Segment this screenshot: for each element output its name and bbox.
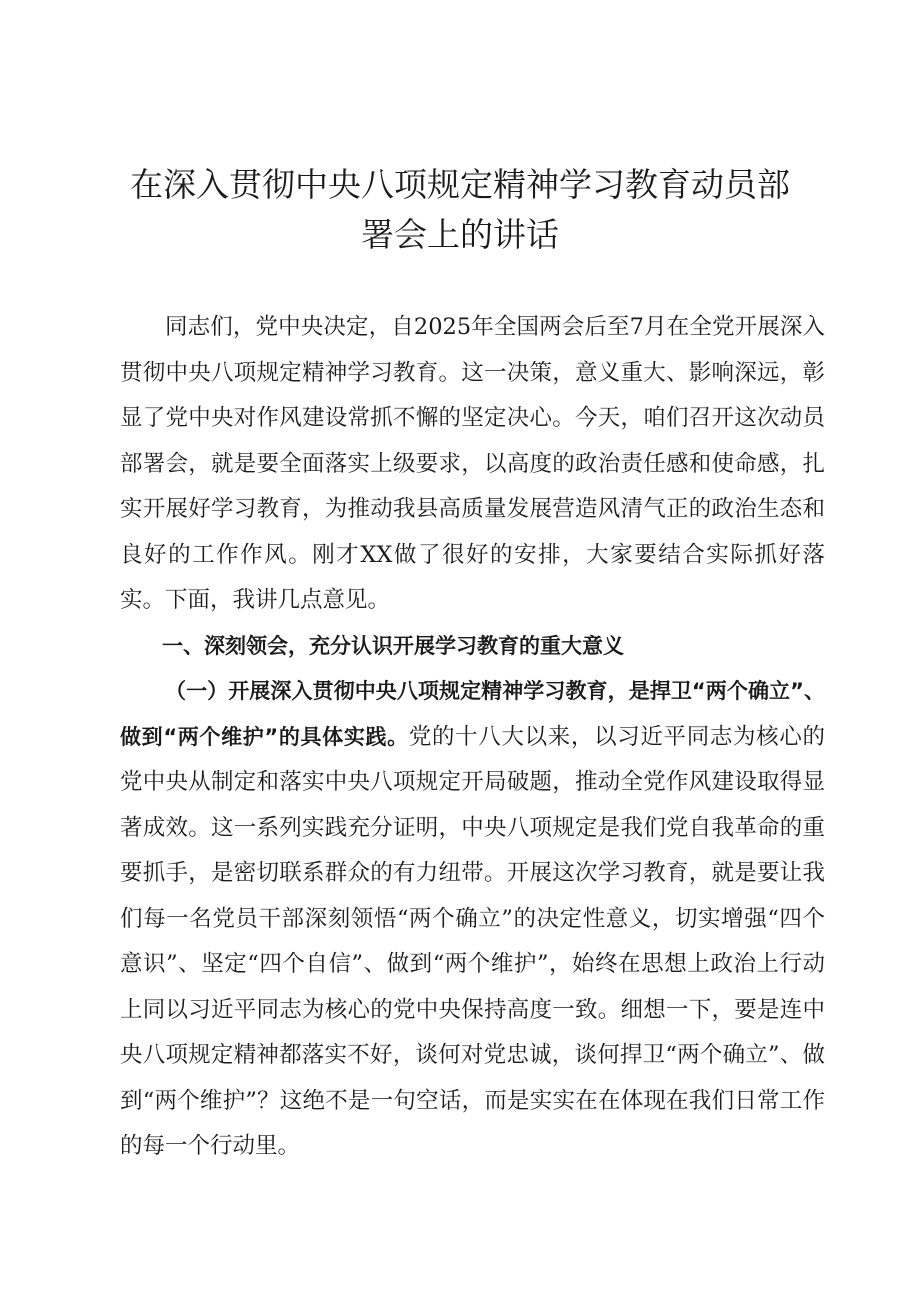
document-title — [110, 160, 810, 260]
title-line-1: 在深入贯彻中央八项规定精神学习教育动员部 — [130, 165, 790, 204]
title-line-2: 署会上的讲话 — [361, 215, 559, 254]
section-heading: 一、深刻领会，充分认识开展学习教育的重大意义 — [162, 633, 624, 658]
subsection-heading: （一）开展深入贯彻中央八项规定精神学习教育，是捍卫“两个确立”、做到“两个维护”的具体实践。 — [120, 679, 825, 749]
intro-paragraph: 同志们，党中央决定，自2025年全国两会后至7月在全党开展深入贯彻中央八项规定精神学习教育。这一决策，意义重大、影响深远，彰显了党中央对作风建设常抓不懈的坚定决心。今天，咱们召开这次动员部署会，就是要全面落实上级要求，以高度的政治责任感和使命感，扎实开展好学习教育，为推动我县高质量发展营造风清气正的政治生态和良好的工作作风。刚才XX做了很好的安排，大家要结合实际抓好落实。下面，我讲几点意见。 — [120, 314, 825, 613]
subsection-paragraph — [120, 669, 825, 1170]
subsection-body: 党的十八大以来，以习近平同志为核心的党中央从制定和落实中央八项规定开局破题，推动全党作风建设取得显著成效。这一系列实践充分证明，中央八项规定是我们党自我革命的重要抓手，是密切联系群众的有力纽带。开展这次学习教育，就是要让我们每一名党员干部深刻领悟“两个确立”的决定性意义，切实增强“四个意识”、坚定“四个自信”、做到“两个维护”，始终在思想上政治上行动上同以习近平同志为核心的党中央保持高度一致。细想一下，要是连中央八项规定精神都落实不好，谈何对党忠诚，谈何捍卫“两个确立”、做到“两个维护”？这绝不是一句空话，而是实实在在体现在我们日常工作的每一个行动里。 — [120, 723, 825, 1159]
document-body — [120, 305, 825, 1170]
